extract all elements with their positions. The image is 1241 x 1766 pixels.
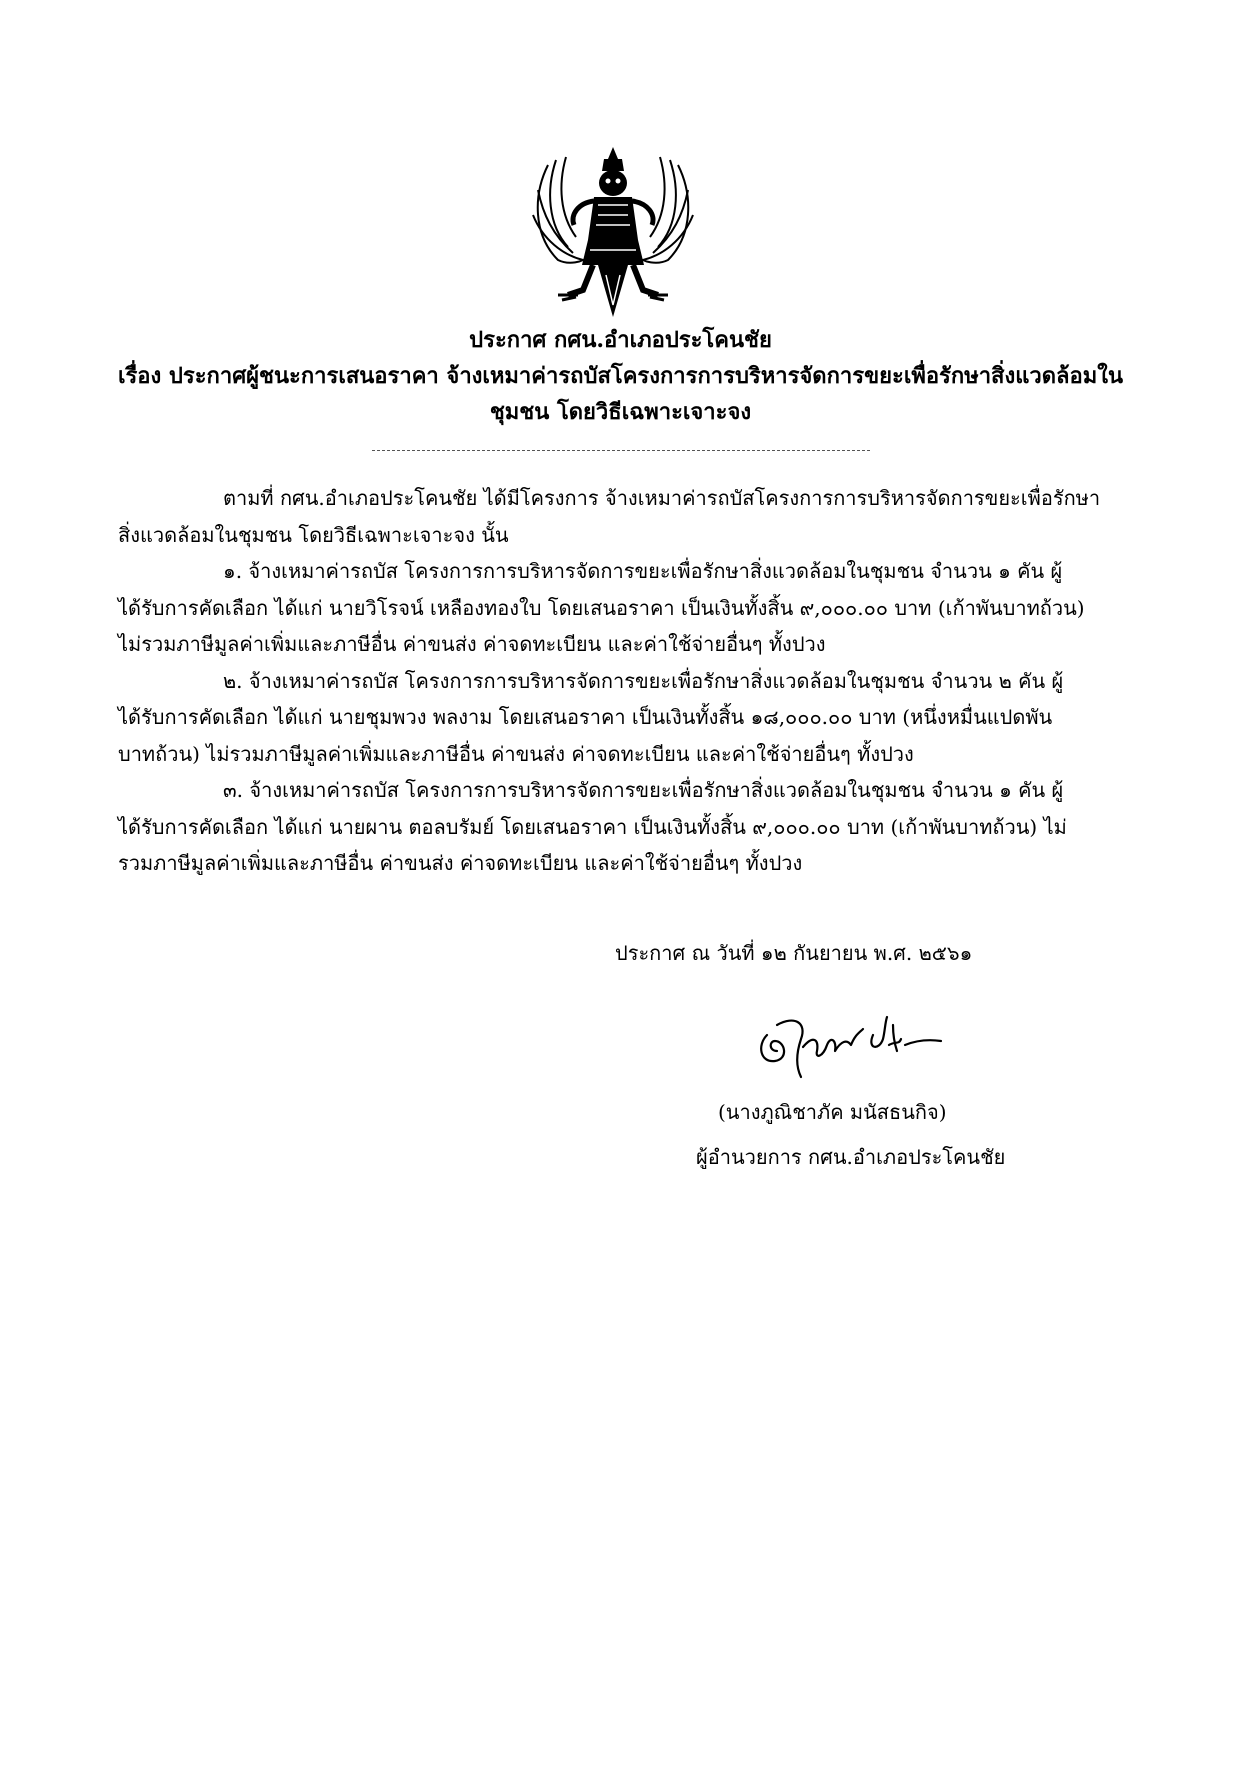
item-line: รวมภาษีมูลค่าเพิ่มและภาษีอื่น ค่าขนส่ง ค่าจดทะเบียน และค่าใช้จ่ายอื่นๆ ทั้งปวง	[118, 851, 803, 875]
handwritten-signature-icon	[755, 1005, 945, 1085]
subject-line-1: เรื่อง ประกาศผู้ชนะการเสนอราคา จ้างเหมาค่ารถบัสโครงการการบริหารจัดการขยะเพื่อรักษาสิ่งแวดล้อมใน	[117, 363, 1124, 389]
announcement-title: ประกาศ กศน.อำเภอประโคนชัย	[469, 327, 772, 353]
signer-position: ผู้อำนวยการ กศน.อำเภอประโคนชัย	[696, 1145, 1006, 1169]
intro-paragraph	[118, 480, 1118, 553]
item-line: ได้รับการคัดเลือก ได้แก่ นายชุมพวง พลงาม โดยเสนอราคา เป็นเงินทั้งสิ้น ๑๘,๐๐๐.๐๐ บาท (หนึ่งหมื่นแปดพัน	[118, 705, 1053, 729]
award-item-1	[118, 553, 1118, 663]
intro-line: สิ่งแวดล้อมในชุมชน โดยวิธีเฉพาะเจาะจง นั้น	[118, 522, 509, 547]
subject-line-2: ชุมชน โดยวิธีเฉพาะเจาะจง	[489, 399, 752, 425]
announcement-body	[118, 480, 1118, 882]
garuda-emblem-icon	[528, 145, 698, 320]
intro-line: ตามที่ กศน.อำเภอประโคนชัย ได้มีโครงการ จ้างเหมาค่ารถบัสโครงการการบริหารจัดการขยะเพื่อรักษา	[223, 486, 1101, 510]
announcement-title-block	[100, 322, 1141, 430]
item-line: ๑. จ้างเหมาค่ารถบัส โครงการการบริหารจัดการขยะเพื่อรักษาสิ่งแวดล้อมในชุมชน จำนวน ๑ คัน ผู้	[223, 559, 1063, 583]
item-line: ได้รับการคัดเลือก ได้แก่ นายผาน ตอลบรัมย์ โดยเสนอราคา เป็นเงินทั้งสิ้น ๙,๐๐๐.๐๐ บาท (เก้าพันบาทถ้วน) ไม่	[118, 814, 1067, 839]
announcement-date: ประกาศ ณ วันที่ ๑๒ กันยายน พ.ศ. ๒๕๖๑	[615, 941, 973, 965]
item-line: บาทถ้วน) ไม่รวมภาษีมูลค่าเพิ่มและภาษีอื่น ค่าขนส่ง ค่าจดทะเบียน และค่าใช้จ่ายอื่นๆ ทั้งปวง	[118, 741, 914, 766]
award-item-3	[118, 772, 1118, 882]
item-line: ๒. จ้างเหมาค่ารถบัส โครงการการบริหารจัดการขยะเพื่อรักษาสิ่งแวดล้อมในชุมชน จำนวน ๒ คัน ผู้	[223, 668, 1064, 693]
item-line: ไม่รวมภาษีมูลค่าเพิ่มและภาษีอื่น ค่าขนส่ง ค่าจดทะเบียน และค่าใช้จ่ายอื่นๆ ทั้งปวง	[118, 632, 826, 656]
award-item-2	[118, 663, 1118, 773]
item-line: ๓. จ้างเหมาค่ารถบัส โครงการการบริหารจัดการขยะเพื่อรักษาสิ่งแวดล้อมในชุมชน จำนวน ๑ คัน ผู้	[223, 778, 1064, 802]
signer-name: (นางภูณิชาภัค มนัสธนกิจ)	[718, 1100, 947, 1124]
dashed-divider	[372, 450, 870, 451]
item-line: ได้รับการคัดเลือก ได้แก่ นายวิโรจน์ เหลืองทองใบ โดยเสนอราคา เป็นเงินทั้งสิ้น ๙,๐๐๐.๐๐ บาท (เก้าพันบาทถ้วน)	[118, 595, 1085, 620]
